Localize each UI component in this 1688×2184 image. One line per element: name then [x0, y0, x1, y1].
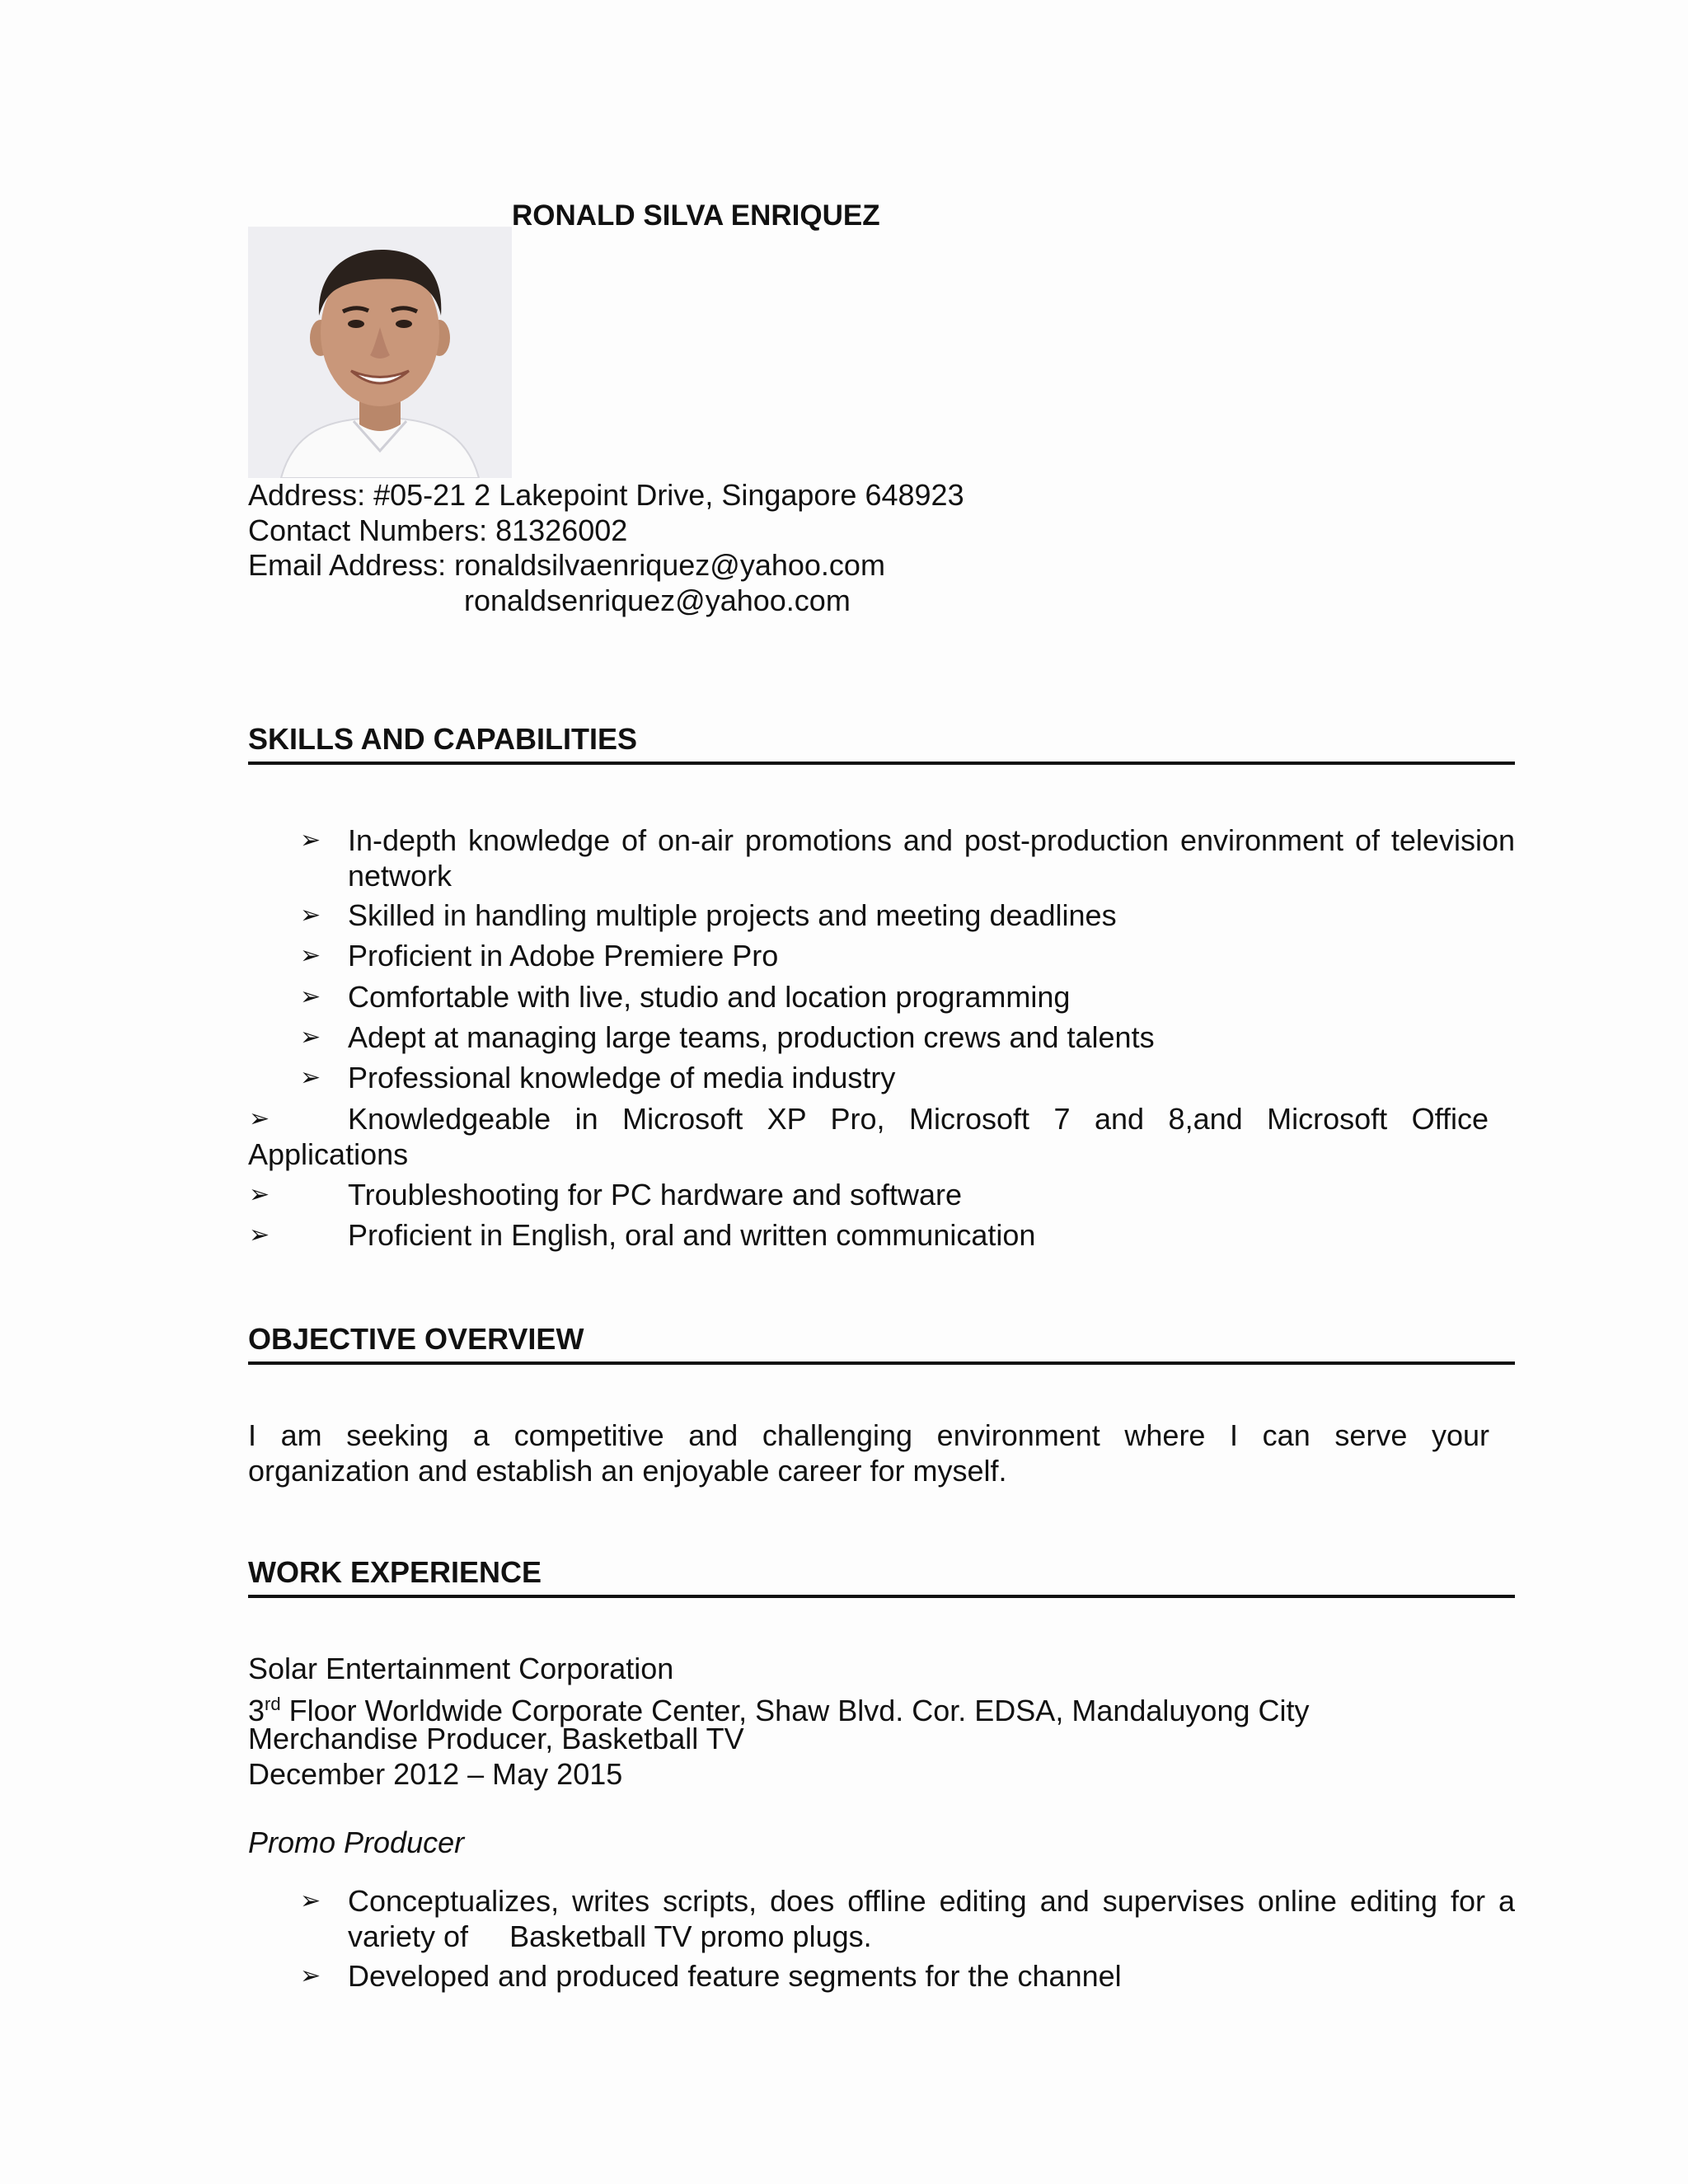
skill-item-continuation: Applications	[248, 1137, 409, 1171]
work-address-rest: Floor Worldwide Corporate Center, Shaw Blvd. Cor. EDSA, Mandaluyong City	[280, 1694, 1310, 1727]
skill-item: In-depth knowledge of on-air promotions and post-production environment of television network	[348, 823, 1515, 893]
bullet-arrow-icon: ➢	[249, 1105, 270, 1132]
bullet-arrow-icon: ➢	[300, 983, 321, 1010]
contact-address: Address: #05-21 2 Lakepoint Drive, Singapore 648923	[248, 478, 964, 512]
skill-item: Knowledgeable in Microsoft XP Pro, Microsoft 7 and 8,and Microsoft Office	[348, 1102, 1489, 1136]
bullet-arrow-icon: ➢	[300, 827, 321, 854]
work-dates: December 2012 – May 2015	[248, 1757, 623, 1791]
bullet-arrow-icon: ➢	[300, 1887, 321, 1915]
work-position: Merchandise Producer, Basketball TV	[248, 1722, 744, 1755]
duty-item-continuation: variety of Basketball TV promo plugs.	[348, 1919, 872, 1953]
skill-item: Troubleshooting for PC hardware and software	[348, 1178, 963, 1212]
skill-item: Skilled in handling multiple projects and meeting deadlines	[348, 898, 1117, 932]
skill-item: Proficient in Adobe Premiere Pro	[348, 939, 779, 972]
bullet-arrow-icon: ➢	[300, 1962, 321, 1990]
contact-email-secondary: ronaldsenriquez@yahoo.com	[464, 583, 851, 617]
skill-item: Adept at managing large teams, production crews and talents	[348, 1020, 1155, 1054]
contact-phone: Contact Numbers: 81326002	[248, 513, 628, 547]
profile-photo	[248, 227, 512, 478]
skill-item: Professional knowledge of media industry	[348, 1061, 896, 1094]
duty-item: Conceptualizes, writes scripts, does offline editing and supervises online editing for a	[348, 1884, 1515, 1918]
contact-email-primary: Email Address: ronaldsilvaenriquez@yahoo.com	[248, 548, 885, 582]
objective-heading: OBJECTIVE OVERVIEW	[248, 1322, 1515, 1365]
work-heading: WORK EXPERIENCE	[248, 1555, 1515, 1598]
work-company: Solar Entertainment Corporation	[248, 1652, 674, 1685]
work-address-ordinal: rd	[265, 1694, 281, 1714]
bullet-arrow-icon: ➢	[249, 1181, 270, 1208]
bullet-arrow-icon: ➢	[300, 902, 321, 929]
objective-line-2: organization and establish an enjoyable career for myself.	[248, 1454, 1007, 1488]
skill-item: Comfortable with live, studio and location programming	[348, 980, 1071, 1014]
skill-item: Proficient in English, oral and written communication	[348, 1218, 1036, 1252]
bullet-arrow-icon: ➢	[300, 942, 321, 969]
bullet-arrow-icon: ➢	[249, 1221, 270, 1249]
duty-item: Developed and produced feature segments for the channel	[348, 1959, 1122, 1993]
work-address-number: 3	[248, 1694, 265, 1727]
candidate-name: RONALD SILVA ENRIQUEZ	[512, 199, 880, 232]
work-role: Promo Producer	[248, 1825, 465, 1859]
portrait-image	[248, 227, 512, 478]
bullet-arrow-icon: ➢	[300, 1024, 321, 1051]
bullet-arrow-icon: ➢	[300, 1064, 321, 1091]
objective-line-1: I am seeking a competitive and challenging environment where I can serve your	[248, 1418, 1489, 1452]
skills-heading: SKILLS AND CAPABILITIES	[248, 722, 1515, 765]
